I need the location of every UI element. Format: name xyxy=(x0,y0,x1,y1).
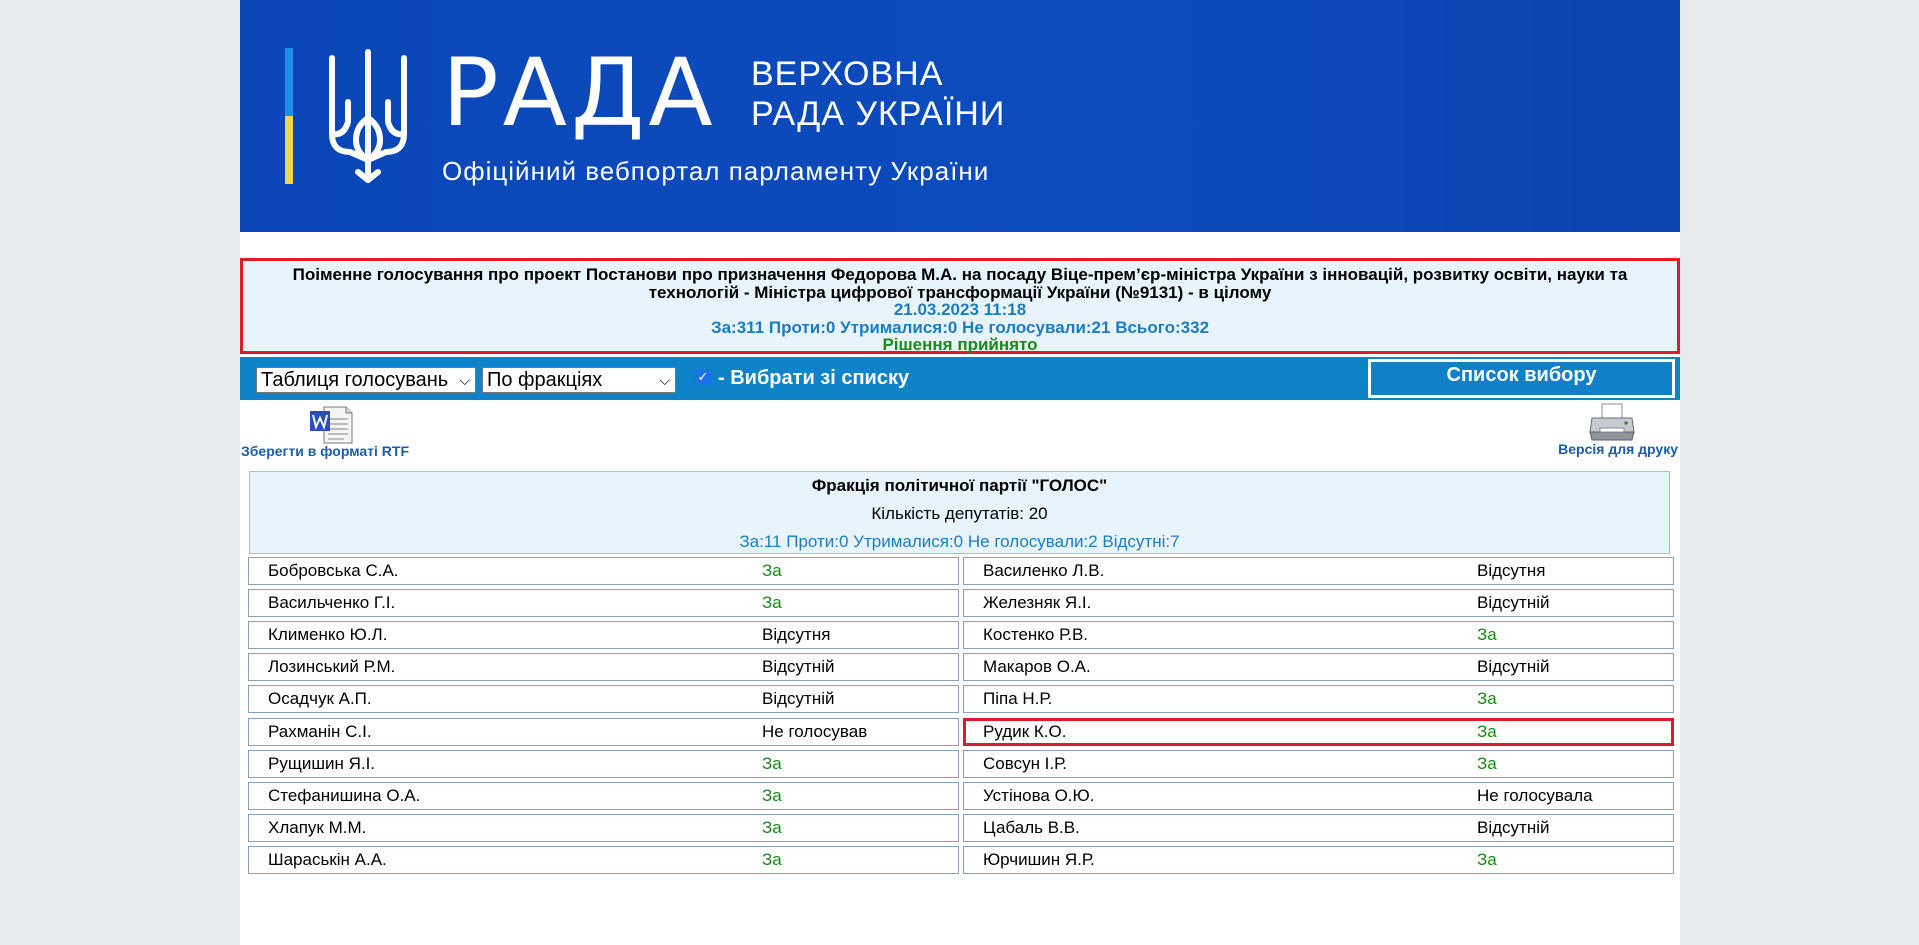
deputy-vote: За xyxy=(1477,689,1497,708)
vote-info-panel xyxy=(240,258,1680,354)
deputy-row xyxy=(963,653,1674,681)
deputy-vote: Відсутній xyxy=(1477,657,1550,676)
deputy-vote: Не голосувала xyxy=(1477,786,1593,805)
chevron-down-icon: ⌵ xyxy=(659,372,670,388)
word-document-icon[interactable] xyxy=(310,405,354,445)
deputy-name: Василенко Л.В. xyxy=(983,561,1105,580)
deputy-vote: Відсутній xyxy=(762,657,835,676)
deputy-name: Рущишин Я.І. xyxy=(268,754,376,773)
page xyxy=(240,0,1680,945)
site-subtitle: Офіційний вебпортал парламенту України xyxy=(442,156,990,186)
vote-title: Поіменне голосування про проект Постанови про призначення Федорова М.А. на посаду Віце-прем’єр-міністра України з інновацій, розвитку освіти, науки та технологій - Міністра цифрової трансформації України (№9131) - в цілому xyxy=(292,265,1628,302)
deputy-row xyxy=(248,814,959,842)
group-select-value: По фракціях xyxy=(487,369,603,391)
deputy-name: Рахманін С.І. xyxy=(268,722,372,741)
deputy-vote: Відсутня xyxy=(762,625,831,644)
deputy-vote: Відсутня xyxy=(1477,561,1546,580)
print-version-link[interactable]: Версія для друку xyxy=(1558,441,1678,457)
deputy-row xyxy=(963,621,1674,649)
deputy-name: Макаров О.А. xyxy=(983,657,1091,676)
deputy-row xyxy=(963,557,1674,585)
deputy-vote: Не голосував xyxy=(762,722,868,741)
deputy-row xyxy=(248,589,959,617)
deputy-vote: За xyxy=(762,850,782,869)
faction-header xyxy=(249,471,1670,554)
deputy-vote: За xyxy=(762,786,782,805)
vote-datetime: 21.03.2023 11:18 xyxy=(893,300,1027,319)
trident-logo-icon[interactable] xyxy=(326,48,410,184)
deputy-name: Хлапук М.М. xyxy=(268,818,367,837)
deputy-name: Цабаль В.В. xyxy=(983,818,1080,837)
deputy-name: Шараськін А.А. xyxy=(268,850,387,869)
deputy-vote: За xyxy=(762,561,782,580)
deputy-row xyxy=(963,685,1674,713)
deputy-vote: За xyxy=(762,593,782,612)
deputy-name: Клименко Ю.Л. xyxy=(268,625,388,644)
printer-icon[interactable] xyxy=(1588,402,1636,442)
deputy-row xyxy=(248,621,959,649)
deputy-row xyxy=(248,557,959,585)
deputy-name: Піпа Н.Р. xyxy=(983,689,1053,708)
deputy-name: Костенко Р.В. xyxy=(983,625,1089,644)
deputy-row xyxy=(248,685,959,713)
deputy-name: Васильченко Г.І. xyxy=(268,593,396,612)
deputy-row xyxy=(963,750,1674,778)
deputy-name: Стефанишина О.А. xyxy=(268,786,421,805)
deputy-vote: За xyxy=(762,818,782,837)
deputy-row xyxy=(963,846,1674,874)
deputy-row xyxy=(248,846,959,874)
save-rtf-link[interactable]: Зберегти в форматі RTF xyxy=(241,443,410,459)
deputy-vote: Відсутній xyxy=(1477,818,1550,837)
toolbar xyxy=(240,357,1680,400)
deputy-vote: За xyxy=(1477,754,1497,773)
select-from-list-label: - Вибрати зі списку xyxy=(718,367,910,389)
deputy-vote: За xyxy=(1477,722,1497,741)
deputy-name: Устінова О.Ю. xyxy=(983,786,1095,805)
deputy-name: Бобровська С.А. xyxy=(268,561,399,580)
deputy-vote: За xyxy=(762,754,782,773)
org-line-1: ВЕРХОВНА xyxy=(751,55,944,93)
deputy-name: Совсун І.Р. xyxy=(983,754,1067,773)
deputy-row xyxy=(248,782,959,810)
deputy-vote: Відсутній xyxy=(1477,593,1550,612)
deputy-row xyxy=(248,653,959,681)
org-line-2: РАДА УКРАЇНИ xyxy=(751,95,1006,133)
chevron-down-icon: ⌵ xyxy=(459,372,470,388)
deputy-row xyxy=(963,814,1674,842)
deputy-vote: За xyxy=(1477,625,1497,644)
flag-bar xyxy=(285,48,293,184)
deputy-name: Железняк Я.І. xyxy=(983,593,1092,612)
selection-list-button[interactable]: Список вибору xyxy=(1368,359,1675,398)
faction-summary: За:11 Проти:0 Утрималися:0 Не голосували:2 Відсутні:7 xyxy=(739,532,1180,551)
site-header xyxy=(240,0,1680,232)
deputy-row xyxy=(248,750,959,778)
logo-text[interactable]: РАДА xyxy=(442,39,717,148)
faction-count: Кількість депутатів: 20 xyxy=(871,504,1048,523)
deputy-row xyxy=(963,718,1674,746)
deputy-name: Рудик К.О. xyxy=(983,722,1067,741)
view-select-value: Таблиця голосувань xyxy=(261,369,449,391)
deputy-row xyxy=(248,718,959,746)
vote-summary: За:311 Проти:0 Утрималися:0 Не голосували:21 Всього:332 xyxy=(710,317,1210,337)
select-from-list-checkbox[interactable]: ✓ xyxy=(695,369,711,385)
deputy-name: Юрчишин Я.Р. xyxy=(983,850,1095,869)
view-select[interactable] xyxy=(256,367,476,393)
vote-result: Рішення прийнято xyxy=(882,335,1038,354)
org-name xyxy=(751,54,1005,134)
deputy-name: Осадчук А.П. xyxy=(268,689,372,708)
group-select[interactable] xyxy=(482,367,676,393)
deputy-name: Лозинський Р.М. xyxy=(268,657,396,676)
deputy-row xyxy=(963,589,1674,617)
faction-name: Фракція політичної партії "ГОЛОС" xyxy=(811,476,1108,495)
deputy-row xyxy=(963,782,1674,810)
deputy-vote: Відсутній xyxy=(762,689,835,708)
deputy-vote: За xyxy=(1477,850,1497,869)
